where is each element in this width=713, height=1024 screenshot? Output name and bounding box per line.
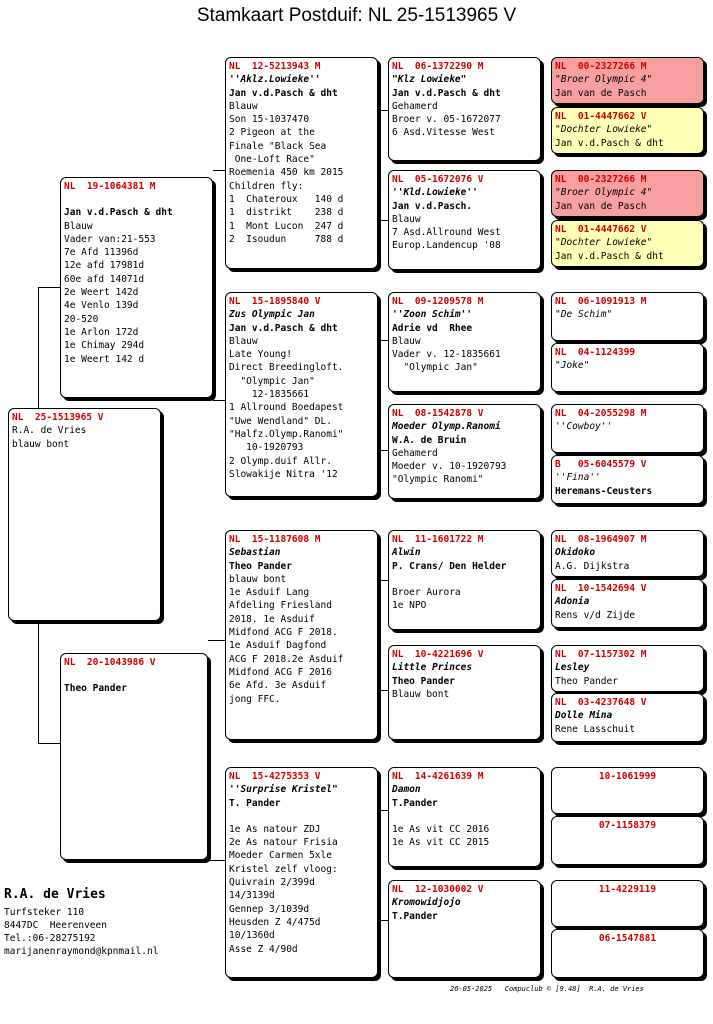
card-line: 10/1360d	[229, 930, 275, 942]
g10-card[interactable]	[551, 579, 704, 628]
ring-number: 10-1061999	[598, 771, 657, 782]
blank-line	[229, 810, 374, 823]
card-line: Vader v. 12-1835661	[392, 349, 501, 361]
owner-phone: Tel.:06-28275192	[4, 933, 96, 944]
owner-name: Jan van de Pasch	[555, 200, 647, 212]
ring-number: NL 08-1964907 M	[555, 534, 647, 545]
pigeon-name: Little Princes	[392, 662, 473, 674]
card-line: 60e afd 14071d	[64, 273, 145, 285]
card-line: 7e Afd 11396d	[64, 247, 139, 259]
connector-line	[378, 340, 388, 341]
connector-line	[378, 110, 388, 111]
owner-name: Jan v.d.Pasch & dht	[555, 137, 664, 149]
ring-number: NL 20-1043986 V	[64, 657, 156, 668]
card-line: 1 Chateroux 140 d	[229, 193, 344, 205]
pigeon-name: Lesley	[555, 662, 590, 674]
owner-name: P. Crans/ Den Helder	[392, 560, 507, 572]
card-line: 12e afd 17981d	[64, 260, 145, 272]
connector-line	[213, 170, 225, 171]
g9-card[interactable]	[551, 530, 704, 577]
ring-number: NL 09-1209578 M	[392, 296, 484, 307]
pigeon-name: ''Kld.Lowieke''	[392, 187, 478, 199]
card-line: Afdeling Friesland	[229, 600, 332, 612]
mf-card[interactable]	[225, 530, 378, 740]
mff-card[interactable]	[388, 530, 541, 630]
connector-line	[213, 400, 225, 401]
pigeon-name: "Broer Olympic 4"	[555, 187, 653, 199]
ring-number: NL 15-4275353 V	[229, 771, 321, 782]
ring-number: NL 15-1895840 V	[229, 296, 321, 307]
pigeon-name: Moeder Olymp.Ranomi	[392, 421, 501, 433]
pigeon-name: Kromowidjojo	[392, 897, 461, 909]
connector-line	[378, 810, 388, 811]
owner-email: marijanenraymond@kpnmail.nl	[4, 946, 159, 957]
ring-number: NL 00-2327266 M	[555, 174, 647, 185]
g13-card[interactable]	[551, 767, 704, 814]
pigeon-name: ''Fina''	[555, 472, 601, 484]
card-line: 7 Asd.Allround West	[392, 227, 501, 239]
mfm-card[interactable]	[388, 645, 541, 740]
card-line: Asse Z 4/90d	[229, 943, 298, 955]
g7-card[interactable]	[551, 404, 704, 453]
pigeon-name: Alwin	[392, 547, 421, 559]
connector-line	[378, 580, 388, 581]
card-line: 1e As natour ZDJ	[229, 823, 321, 835]
owner-name: Rene Lasschuit	[555, 723, 636, 735]
card-line: "Olympic Jan"	[392, 362, 478, 374]
card-line: Gehamerd	[392, 447, 438, 459]
ring-number: NL 04-2055298 M	[555, 408, 647, 419]
card-line: 1e Asduif Dagfond	[229, 640, 327, 652]
card-line: One-Loft Race"	[229, 154, 315, 166]
card-line: Moeder Carmen 5xle	[229, 850, 332, 862]
card-line: blauw bont	[12, 438, 70, 450]
card-line: Midfond ACG F 2016	[229, 666, 332, 678]
card-line: "Olympic Ranomi"	[392, 474, 484, 486]
owner-name: Jan v.d.Pasch & dht	[229, 87, 338, 99]
mmm-card[interactable]	[388, 880, 541, 978]
card-line: 2018. 1e Asduif	[229, 613, 315, 625]
owner-name: Heremans-Ceusters	[555, 485, 653, 497]
connector-line	[208, 640, 225, 641]
pigeon-name: Dolle Mina	[555, 710, 613, 722]
pigeon-name: "Dochter Lowieke"	[555, 237, 653, 249]
card-line: 4e Venlo 139d	[64, 300, 139, 312]
card-line: Direct Breedingloft.	[229, 362, 344, 374]
card-line: Blauw	[229, 335, 258, 347]
card-line: 1e NPO	[392, 600, 427, 612]
owner-name: Theo Pander	[229, 560, 292, 572]
pigeon-name: "Joke"	[555, 360, 590, 372]
card-line: Midfond ACG F 2018.	[229, 627, 338, 639]
card-line: "Olympic Jan"	[229, 375, 315, 387]
card-line: 2 Isoudun 788 d	[229, 233, 344, 245]
card-line: Kristel zelf vloog:	[229, 863, 338, 875]
g16-card[interactable]	[551, 929, 704, 978]
card-line: 2 Olymp.duif Allr.	[229, 455, 332, 467]
owner-name: Jan v.d.Pasch & dht	[392, 87, 501, 99]
g15-card[interactable]	[551, 880, 704, 927]
card-line: Heusden Z 4/475d	[229, 916, 321, 928]
g3-card[interactable]	[551, 170, 704, 217]
owner-name: Jan v.d.Pasch.	[392, 200, 473, 212]
card-line: Son 15-1037470	[229, 114, 310, 126]
g12-card[interactable]	[551, 693, 704, 742]
connector-line	[38, 743, 60, 744]
card-line: "Halfz.Olymp.Ranomi"	[229, 428, 344, 440]
card-line: blauw bont	[229, 573, 287, 585]
owner-name: Jan v.d.Pasch & dht	[229, 322, 338, 334]
ff-card[interactable]	[225, 57, 378, 269]
card-line: 6e Afd. 3e Asduif	[229, 680, 327, 692]
card-line: 1e Asduif Lang	[229, 587, 310, 599]
card-line: 14/3139d	[229, 890, 275, 902]
card-line: Vader van:21-553	[64, 233, 156, 245]
owner-name: Theo Pander	[555, 675, 618, 687]
owner-info	[4, 888, 158, 958]
owner-city: 8447DC Heerenveen	[4, 920, 107, 931]
owner-name: Jan v.d.Pasch & dht	[64, 207, 173, 219]
ring-number: 06-1547881	[598, 933, 657, 944]
card-line: R.A. de Vries	[12, 425, 87, 437]
pigeon-name: Damon	[392, 784, 421, 796]
card-line: Blauw	[392, 213, 421, 225]
mother-card[interactable]	[60, 653, 208, 860]
owner-name: Theo Pander	[392, 675, 455, 687]
pigeon-name: "Klz Lowieke"	[392, 74, 467, 86]
ring-number: NL 11-1601722 M	[392, 534, 484, 545]
g11-card[interactable]	[551, 645, 704, 692]
ring-number: NL 08-1542878 V	[392, 408, 484, 419]
fmf-card[interactable]	[388, 292, 541, 392]
pigeon-name: Sebastian	[229, 547, 281, 559]
pigeon-name: ''Zoon Schim''	[392, 309, 473, 321]
ring-number: NL 19-1064381 M	[64, 181, 156, 192]
ring-number: NL 01-4447662 V	[555, 111, 647, 122]
ring-number: NL 06-1372290 M	[392, 61, 484, 72]
fm-card[interactable]	[225, 292, 378, 497]
ring-number: NL 12-5213943 M	[229, 61, 321, 72]
card-line: Moeder v. 10-1920793	[392, 461, 507, 473]
card-line: "Uwe Wendland" DL.	[229, 415, 332, 427]
pigeon-name: ''Surprise Kristel"	[229, 784, 338, 796]
ring-number: B 05-6045579 V	[555, 459, 647, 470]
footer-credits: 26-05-2025 Compuclub © [9.48] R.A. de Vries	[450, 985, 644, 993]
ring-number: NL 10-1542694 V	[555, 583, 647, 594]
ring-number: 11-4229119	[598, 884, 657, 895]
blank-line	[64, 669, 204, 682]
ring-number: NL 07-1157302 M	[555, 649, 647, 660]
owner-name: T. Pander	[229, 797, 281, 809]
owner-name: Jan v.d.Pasch & dht	[555, 250, 664, 262]
blank-line	[64, 193, 209, 206]
g1-card[interactable]	[551, 57, 704, 104]
card-line: 1e Arlon 172d	[64, 326, 139, 338]
card-line: Roemenia 450 km 2015	[229, 167, 344, 179]
ring-number: NL 10-4221696 V	[392, 649, 484, 660]
card-line: Blauw bont	[392, 688, 450, 700]
card-line: 1e Weert 142 d	[64, 353, 145, 365]
card-line: Late Young!	[229, 349, 292, 361]
card-line: Broer v. 05-1672077	[392, 114, 501, 126]
card-line: 2e As natour Frisia	[229, 837, 338, 849]
pigeon-name: "De Schim"	[555, 309, 613, 321]
ring-number: NL 15-1187608 M	[229, 534, 321, 545]
g8-card[interactable]	[551, 455, 704, 504]
connector-line	[378, 450, 388, 451]
card-line: 20-520	[64, 313, 99, 325]
pigeon-name: "Broer Olympic 4"	[555, 74, 653, 86]
mmf-card[interactable]	[388, 767, 541, 867]
father-card[interactable]	[60, 177, 213, 398]
card-line: 10-1920793	[229, 442, 304, 454]
card-line: Finale "Black Sea	[229, 140, 327, 152]
blank-line	[392, 810, 537, 823]
ring-number: NL 14-4261639 M	[392, 771, 484, 782]
connector-line	[378, 220, 388, 221]
card-line: Slowakije Nitra '12	[229, 468, 338, 480]
g14-card[interactable]	[551, 816, 704, 865]
pigeon-name: Zus Olympic Jan	[229, 309, 315, 321]
pigeon-name: ''Cowboy''	[555, 421, 613, 433]
owner-address: Turfsteker 110	[4, 907, 85, 918]
card-line: 6 Asd.Vitesse West	[392, 127, 495, 139]
ring-number: NL 00-2327266 M	[555, 61, 647, 72]
card-line: Blauw	[64, 220, 93, 232]
owner-name: T.Pander	[392, 910, 438, 922]
card-line: jong FFC.	[229, 693, 281, 705]
owner-name: Theo Pander	[64, 683, 127, 695]
card-line: Children fly:	[229, 180, 304, 192]
card-line: Broer Aurora	[392, 586, 461, 598]
pigeon-name: Okidoko	[555, 547, 596, 559]
connector-line	[38, 287, 60, 288]
g4-card[interactable]	[551, 220, 704, 267]
ring-number: NL 05-1672076 V	[392, 174, 484, 185]
ring-number: NL 06-1091913 M	[555, 296, 647, 307]
g6-card[interactable]	[551, 343, 704, 392]
card-line: 1 distrikt 238 d	[229, 207, 344, 219]
card-line: 2e Weert 142d	[64, 287, 139, 299]
card-line: 1e As vit CC 2016	[392, 823, 490, 835]
mm-card[interactable]	[225, 767, 378, 978]
card-line: ACG F 2018.2e Asduif	[229, 653, 344, 665]
owner-name: Adrie vd Rhee	[392, 322, 473, 334]
page-title: Stamkaart Postduif: NL 25-1513965 V	[196, 5, 517, 26]
card-line: 12-1835661	[229, 389, 310, 401]
card-line: 1 Allround Boedapest	[229, 402, 344, 414]
card-line: 1 Mont Lucon 247 d	[229, 220, 344, 232]
card-line: Blauw	[392, 335, 421, 347]
owner-name: R.A. de Vries	[4, 887, 106, 902]
connector-line	[38, 287, 39, 410]
connector-line	[378, 690, 388, 691]
connector-line	[378, 920, 388, 921]
fmm-card[interactable]	[388, 404, 541, 499]
ffm-card[interactable]	[388, 170, 541, 270]
ring-number: 07-1158379	[598, 820, 657, 831]
ring-number: NL 03-4237648 V	[555, 697, 647, 708]
subject-card[interactable]	[8, 408, 161, 621]
pigeon-name: Adonia	[555, 596, 590, 608]
blank-line	[392, 573, 537, 586]
owner-name: Jan van de Pasch	[555, 87, 647, 99]
owner-name: A.G. Dijkstra	[555, 560, 630, 572]
g2-card[interactable]	[551, 107, 704, 154]
card-line: 1e Chimay 294d	[64, 340, 145, 352]
card-line: Quivrain 2/399d	[229, 877, 315, 889]
card-line: 1e As vit CC 2015	[392, 837, 490, 849]
card-line: Europ.Landencup '08	[392, 240, 501, 252]
pigeon-name: "Dochter Lowieke"	[555, 124, 653, 136]
card-line: Gehamerd	[392, 100, 438, 112]
fff-card[interactable]	[388, 57, 541, 161]
card-line: 2 Pigeon at the	[229, 127, 315, 139]
card-line: Blauw	[229, 100, 258, 112]
owner-name: W.A. de Bruin	[392, 434, 467, 446]
pigeon-name: ''Aklz.Lowieke''	[229, 74, 321, 86]
ring-number: NL 04-1124399	[555, 347, 636, 358]
owner-name: T.Pander	[392, 797, 438, 809]
owner-name: Rens v/d Zijde	[555, 609, 636, 621]
connector-line	[208, 860, 225, 861]
ring-number: NL 25-1513965 V	[12, 412, 104, 423]
connector-line	[38, 620, 39, 743]
ring-number: NL 01-4447662 V	[555, 224, 647, 235]
g5-card[interactable]	[551, 292, 704, 341]
ring-number: NL 12-1030002 V	[392, 884, 484, 895]
card-line: Gennep 3/1039d	[229, 903, 310, 915]
